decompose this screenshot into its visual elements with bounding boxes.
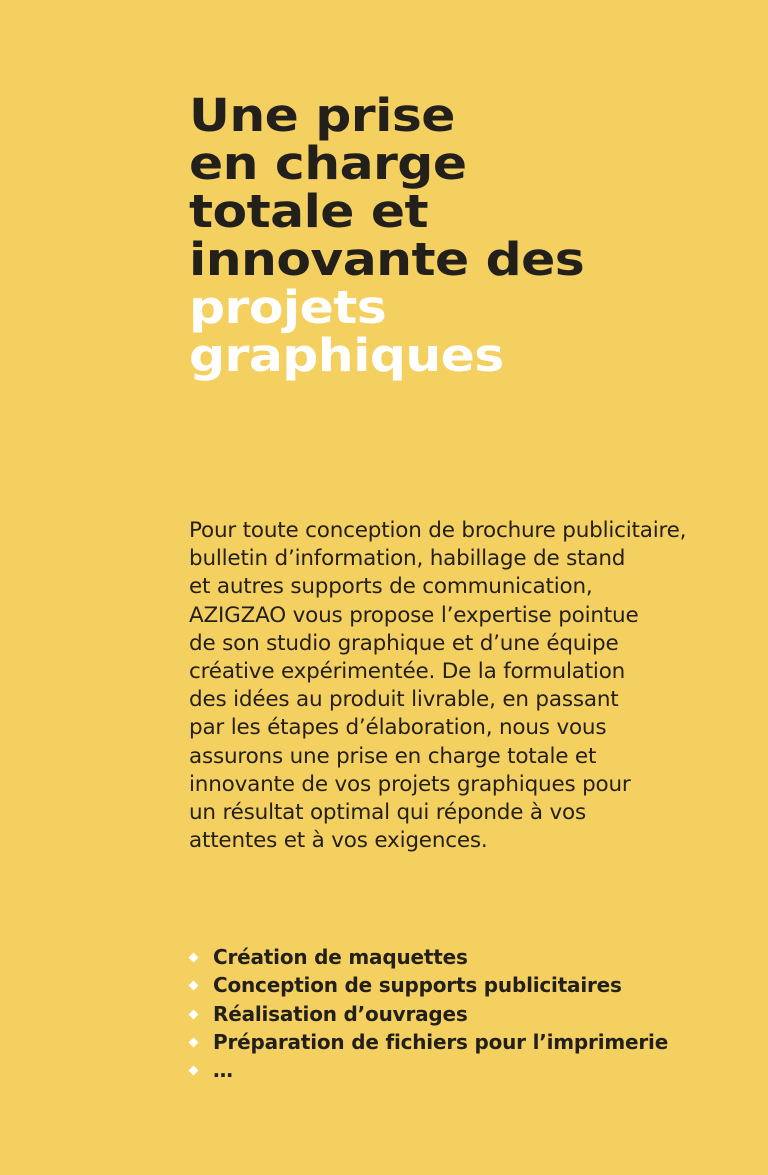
- diamond-bullet-icon: [189, 981, 199, 991]
- body-line: de son studio graphique et d’une équipe: [189, 630, 619, 656]
- list-item: [189, 1056, 668, 1084]
- headline-line: en charge: [189, 137, 467, 190]
- list-item: [189, 971, 668, 999]
- headline-highlight-line: graphiques: [189, 329, 504, 382]
- list-item-label: Conception de supports publicitaires: [213, 973, 622, 998]
- headline-line: innovante des: [189, 233, 585, 286]
- list-item: [189, 943, 668, 971]
- body-line: bulletin d’information, habillage de stand: [189, 546, 626, 572]
- list-item-label: Préparation de fichiers pour l’imprimerie: [213, 1029, 669, 1054]
- body-line: et autres supports de communication,: [189, 574, 593, 600]
- body-line: attentes et à vos exigences.: [189, 828, 488, 854]
- body-line: des idées au produit livrable, en passant: [189, 687, 619, 713]
- list-item-label: Création de maquettes: [213, 945, 468, 969]
- headline-highlight-line: projets: [189, 281, 387, 334]
- body-line: AZIGZAO vous propose l’expertise pointue: [189, 602, 639, 628]
- body-line: créative expérimentée. De la formulation: [189, 659, 626, 685]
- headline-line: Une prise: [189, 89, 455, 142]
- body-line: innovante de vos projets graphiques pour: [189, 771, 631, 797]
- list-item: [189, 1000, 668, 1028]
- body-line: par les étapes d’élaboration, nous vous: [189, 715, 607, 741]
- body-paragraph: [189, 517, 709, 855]
- headline: [189, 89, 768, 382]
- list-item-label: Réalisation d’ouvrages: [213, 1001, 468, 1026]
- diamond-bullet-icon: [189, 1037, 199, 1047]
- list-item: [189, 1028, 668, 1056]
- body-line: Pour toute conception de brochure publicitaire,: [189, 518, 687, 543]
- service-list: [189, 943, 668, 1084]
- headline-line: totale et: [189, 185, 429, 238]
- body-line: un résultat optimal qui réponde à vos: [189, 800, 586, 826]
- body-line: assurons une prise en charge totale et: [189, 743, 597, 769]
- list-item-label: …: [213, 1058, 233, 1083]
- diamond-bullet-icon: [189, 1009, 199, 1019]
- diamond-bullet-icon: [189, 953, 199, 963]
- diamond-bullet-icon: [189, 1066, 199, 1076]
